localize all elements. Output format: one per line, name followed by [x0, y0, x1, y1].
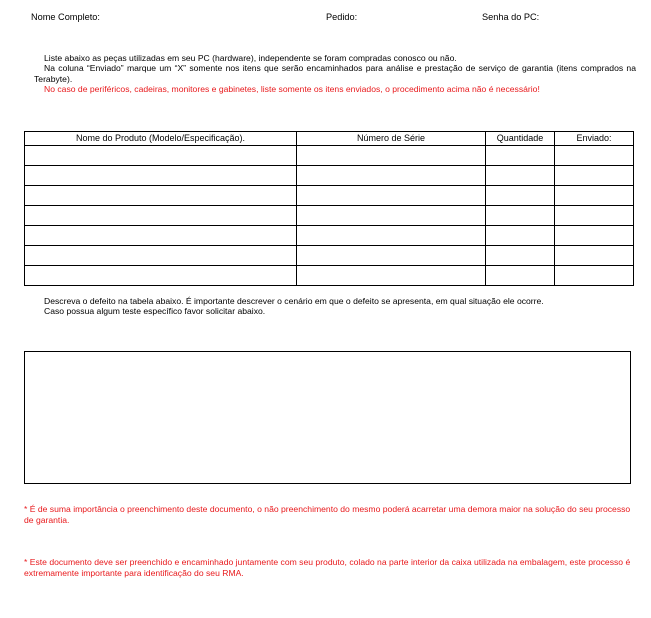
order-label: Pedido: [326, 12, 358, 22]
table-row [25, 146, 634, 166]
column-header-quantity: Quantidade [486, 132, 555, 146]
defect-instructions [34, 296, 636, 317]
cell-sent[interactable] [555, 226, 634, 246]
cell-sent[interactable] [555, 166, 634, 186]
table-row [25, 226, 634, 246]
cell-serial-number[interactable] [297, 226, 486, 246]
packaging-note: * Este documento deve ser preenchido e encaminhado juntamente com seu produto, colado na parte interior da caixa utilizada na embalagem, este processo é extremamente importante para identificação do seu RMA. [24, 557, 631, 578]
cell-product-name[interactable] [25, 186, 297, 206]
defect-instructions-line-2: Caso possua algum teste específico favor solicitar abaixo. [44, 306, 266, 317]
parts-table [24, 131, 634, 286]
cell-quantity[interactable] [486, 246, 555, 266]
table-row [25, 246, 634, 266]
cell-sent[interactable] [555, 206, 634, 226]
table-row [25, 166, 634, 186]
cell-serial-number[interactable] [297, 206, 486, 226]
table-row [25, 206, 634, 226]
cell-quantity[interactable] [486, 166, 555, 186]
cell-quantity[interactable] [486, 266, 555, 286]
cell-serial-number[interactable] [297, 146, 486, 166]
cell-serial-number[interactable] [297, 266, 486, 286]
cell-product-name[interactable] [25, 206, 297, 226]
defect-instructions-line-1: Descreva o defeito na tabela abaixo. É importante descrever o cenário em que o defeito se apresenta, em qual situação ele ocorre. [44, 296, 544, 306]
instructions-line-2: Na coluna “Enviado” marque um “X” somente nos itens que serão encaminhados para análise e prestação de serviço de garantia (itens comprados na Terabyte). [34, 63, 636, 84]
instructions-block [34, 53, 636, 95]
cell-product-name[interactable] [25, 166, 297, 186]
table-row [25, 186, 634, 206]
cell-serial-number[interactable] [297, 186, 486, 206]
cell-sent[interactable] [555, 246, 634, 266]
cell-quantity[interactable] [486, 226, 555, 246]
cell-product-name[interactable] [25, 146, 297, 166]
instructions-line-1: Liste abaixo as peças utilizadas em seu PC (hardware), independente se foram compradas conosco ou não. [44, 53, 457, 63]
cell-quantity[interactable] [486, 186, 555, 206]
cell-quantity[interactable] [486, 206, 555, 226]
cell-sent[interactable] [555, 266, 634, 286]
cell-product-name[interactable] [25, 246, 297, 266]
column-header-serial-number: Número de Série [297, 132, 486, 146]
column-header-product-name: Nome do Produto (Modelo/Especificação). [25, 132, 297, 146]
importance-note: * É de suma importância o preenchimento deste documento, o não preenchimento do mesmo poderá acarretar uma demora maior na solução do seu processo de garantia. [24, 504, 631, 525]
column-header-sent: Enviado: [555, 132, 634, 146]
cell-sent[interactable] [555, 186, 634, 206]
pc-password-label: Senha do PC: [482, 12, 540, 22]
parts-table-body [25, 146, 634, 286]
cell-product-name[interactable] [25, 226, 297, 246]
defect-description-box[interactable] [24, 351, 631, 484]
cell-product-name[interactable] [25, 266, 297, 286]
cell-sent[interactable] [555, 146, 634, 166]
table-row [25, 266, 634, 286]
cell-quantity[interactable] [486, 146, 555, 166]
cell-serial-number[interactable] [297, 166, 486, 186]
cell-serial-number[interactable] [297, 246, 486, 266]
full-name-label: Nome Completo: [31, 12, 100, 22]
instructions-line-3: No caso de periféricos, cadeiras, monitores e gabinetes, liste somente os itens enviados, o procedimento acima não é necessário! [44, 84, 540, 95]
parts-table-header-row [25, 132, 634, 146]
